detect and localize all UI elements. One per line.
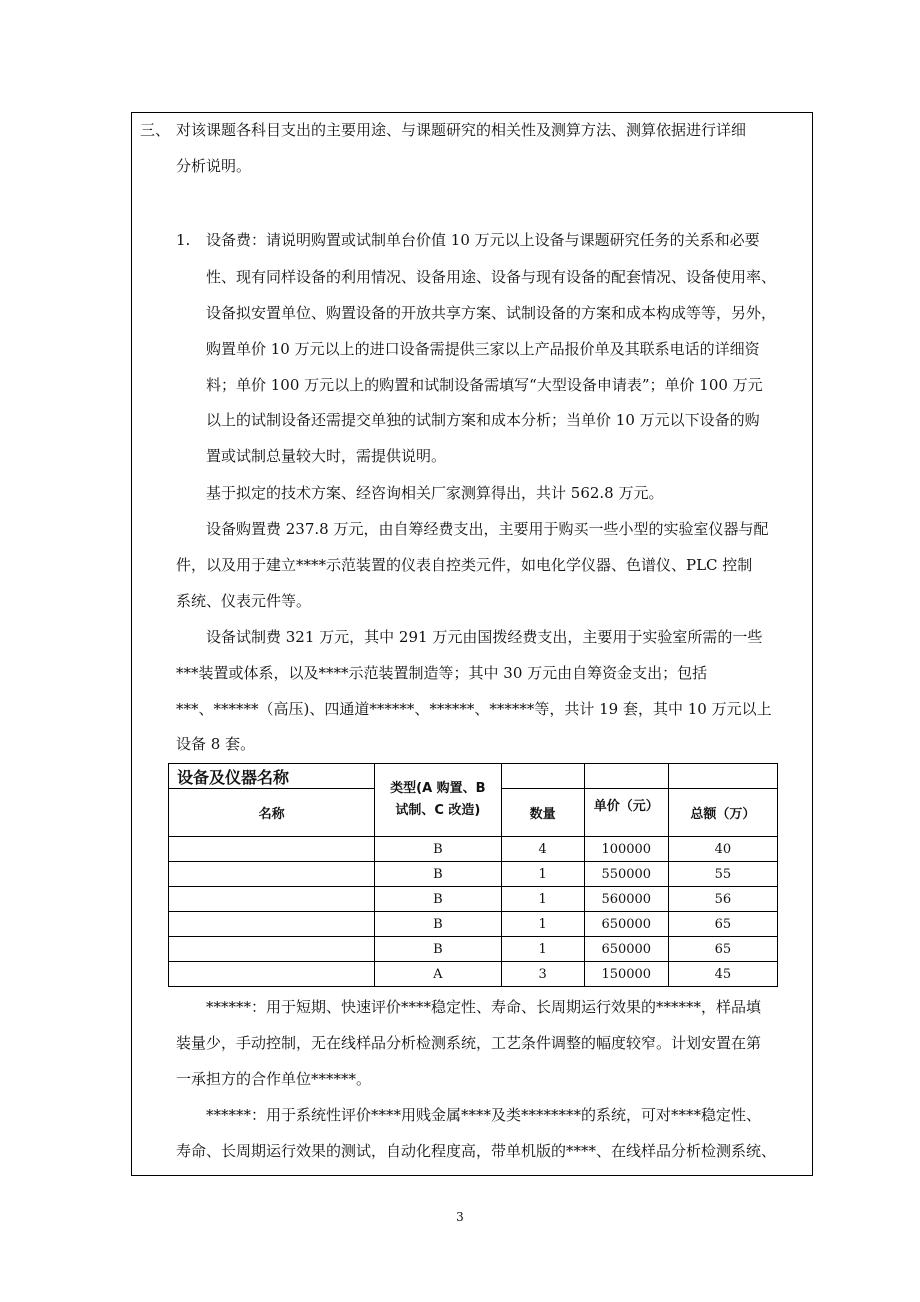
row-name <box>169 862 375 887</box>
item1-line: 性、现有同样设备的利用情况、设备用途、设备与现有设备的配套情况、设备使用率、 <box>206 268 777 286</box>
row-total: 65 <box>668 937 777 962</box>
row-name <box>169 937 375 962</box>
row-type: A <box>375 962 501 987</box>
row-total: 40 <box>668 837 777 862</box>
item1-line: 设备费：请说明购置或试制单台价值 10 万元以上设备与课题研究任务的关系和必要 <box>206 231 760 249</box>
row-qty: 3 <box>501 962 584 987</box>
table-header-qty: 数量 <box>501 789 584 837</box>
table-header-name: 名称 <box>169 789 375 837</box>
row-type: B <box>375 937 501 962</box>
table-row <box>169 887 778 912</box>
row-type: B <box>375 912 501 937</box>
note1-line: ******：用于短期、快速评价****稳定性、寿命、长周期运行效果的******，样品填 <box>206 998 762 1016</box>
note2-line: ******：用于系统性评价****用贱金属****及类********的系统，可对****稳定性、 <box>206 1106 762 1124</box>
trial-line: 设备 8 套。 <box>176 735 256 753</box>
row-price: 100000 <box>584 837 668 862</box>
row-price: 560000 <box>584 887 668 912</box>
purchase-line: 设备购置费 237.8 万元，由自筹经费支出，主要用于购买一些小型的实验室仪器与配 <box>206 520 769 538</box>
table-header-type <box>375 764 501 837</box>
item1-line: 购置单价 10 万元以上的进口设备需提供三家以上产品报价单及其联系电话的详细资 <box>206 340 760 358</box>
table-row <box>169 912 778 937</box>
row-type: B <box>375 837 501 862</box>
row-total: 45 <box>668 962 777 987</box>
type-header-line2: 试制、C 改造) <box>395 803 481 818</box>
row-qty: 1 <box>501 862 584 887</box>
trial-line: ***、******（高压)、四通道******、******、******等，共计 19 套，其中 10 万元以上 <box>176 700 772 718</box>
item1-line: 以上的试制设备还需提交单独的试制方案和成本分析；当单价 10 万元以下设备的购 <box>206 411 760 429</box>
row-qty: 1 <box>501 937 584 962</box>
trial-line: ***装置或体系，以及****示范装置制造等；其中 30 万元由自筹资金支出；包括 <box>176 664 708 682</box>
note2-line: 寿命、长周期运行效果的测试，自动化程度高，带单机版的****、在线样品分析检测系统、 <box>176 1142 777 1160</box>
row-qty: 1 <box>501 912 584 937</box>
row-type: B <box>375 887 501 912</box>
type-header-line1: 类型(A 购置、B <box>390 781 486 796</box>
row-price: 150000 <box>584 962 668 987</box>
page-number: 3 <box>456 1210 464 1224</box>
row-qty: 1 <box>501 887 584 912</box>
note1-line: 装量少，手动控制，无在线样品分析检测系统，工艺条件调整的幅度较窄。计划安置在第 <box>176 1034 762 1052</box>
purchase-line: 系统、仪表元件等。 <box>176 592 312 610</box>
row-qty: 4 <box>501 837 584 862</box>
blank-header-cell <box>584 764 668 789</box>
row-price: 550000 <box>584 862 668 887</box>
table-row <box>169 962 778 987</box>
equipment-table <box>168 763 778 987</box>
table-group-title: 设备及仪器名称 <box>169 764 375 789</box>
row-price: 650000 <box>584 937 668 962</box>
trial-line: 设备试制费 321 万元，其中 291 万元由国拨经费支出，主要用于实验室所需的一些 <box>206 628 763 646</box>
table-row <box>169 837 778 862</box>
row-price: 650000 <box>584 912 668 937</box>
section-heading-line1: 对该课题各科目支出的主要用途、与课题研究的相关性及测算方法、测算依据进行详细 <box>176 121 747 139</box>
section-heading-line2: 分析说明。 <box>176 157 252 175</box>
item-number: 1. <box>176 231 191 249</box>
table-header-price: 单价（元） <box>584 789 668 837</box>
row-name <box>169 837 375 862</box>
row-total: 56 <box>668 887 777 912</box>
section-marker: 三、 <box>140 121 171 139</box>
row-name <box>169 887 375 912</box>
row-type: B <box>375 862 501 887</box>
total-paragraph: 基于拟定的技术方案、经咨询相关厂家测算得出，共计 562.8 万元。 <box>206 484 664 502</box>
purchase-line: 件，以及用于建立****示范装置的仪表自控类元件，如电化学仪器、色谱仪、PLC 控制 <box>176 556 753 574</box>
table-row <box>169 937 778 962</box>
table-header-total: 总额（万） <box>668 789 777 837</box>
note1-line: 一承担方的合作单位******。 <box>176 1070 372 1088</box>
row-name <box>169 962 375 987</box>
row-total: 55 <box>668 862 777 887</box>
item1-line: 设备拟安置单位、购置设备的开放共享方案、试制设备的方案和成本构成等等，另外， <box>206 304 777 322</box>
row-name <box>169 912 375 937</box>
row-total: 65 <box>668 912 777 937</box>
item1-line: 置或试制总量较大时，需提供说明。 <box>206 447 447 465</box>
table-row <box>169 862 778 887</box>
item1-line: 料；单价 100 万元以上的购置和试制设备需填写“大型设备申请表”；单价 100 万元 <box>206 376 763 394</box>
blank-header-cell <box>501 764 584 789</box>
blank-header-cell <box>668 764 777 789</box>
